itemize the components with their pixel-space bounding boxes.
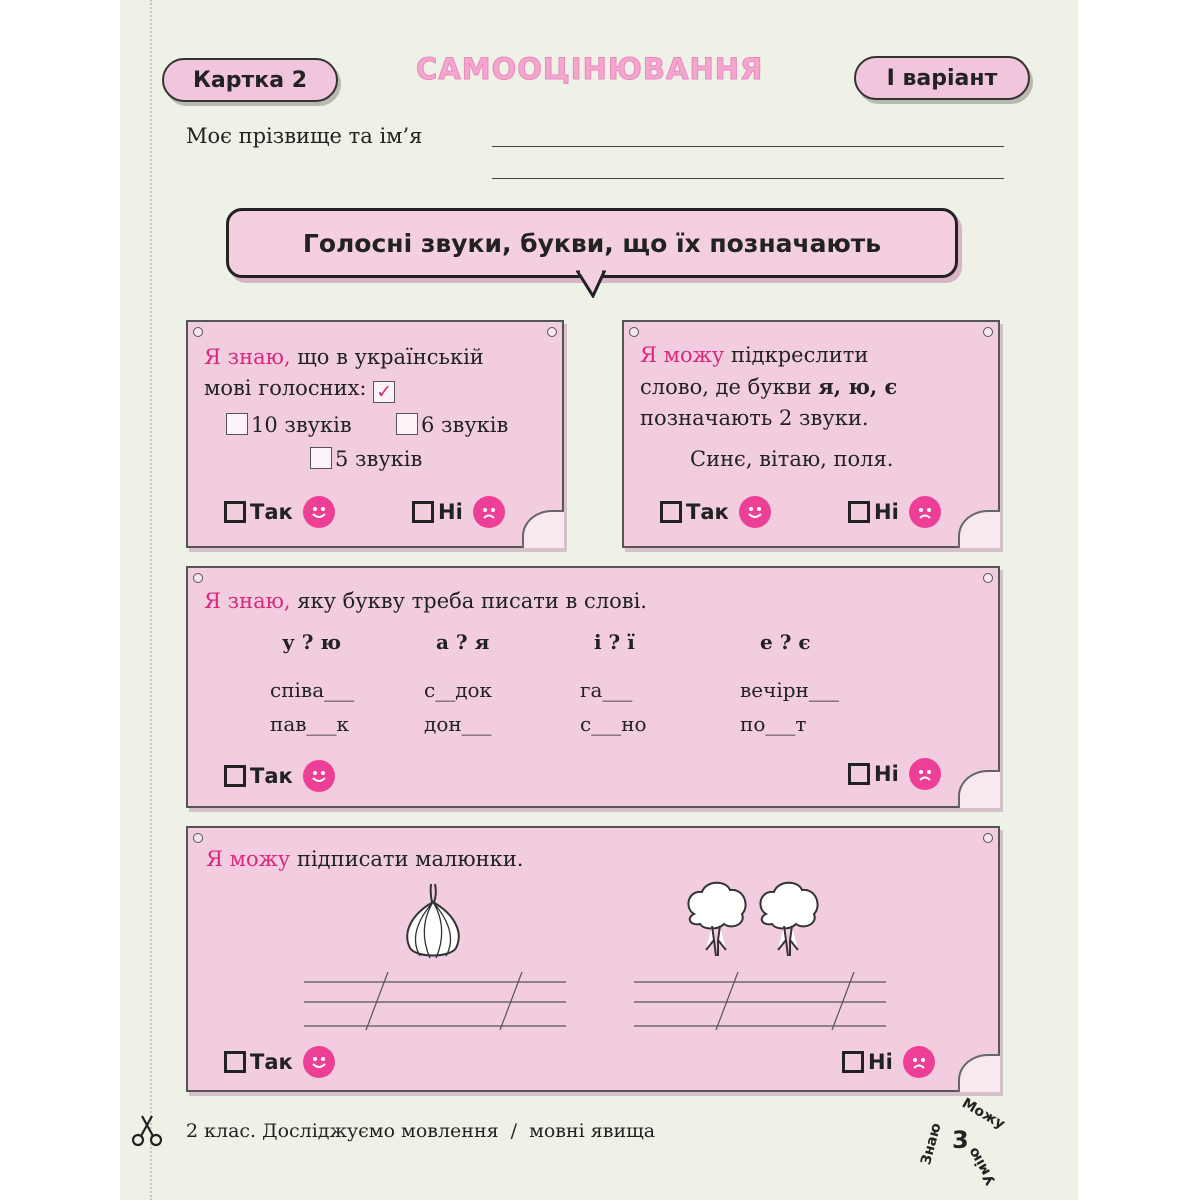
page-title: САМООЦІНЮВАННЯ bbox=[416, 52, 764, 86]
sad-face-icon bbox=[473, 496, 505, 528]
no-checkbox[interactable] bbox=[412, 501, 434, 523]
option-label: 10 звуків bbox=[251, 413, 352, 437]
pin-icon bbox=[629, 327, 639, 337]
card-which-letter bbox=[186, 566, 1000, 808]
page-number: 3 bbox=[952, 1126, 969, 1154]
no-label: Ні bbox=[874, 500, 899, 524]
card1-highlight: Я знаю, bbox=[204, 345, 291, 369]
footer-text bbox=[186, 1120, 655, 1142]
word-blank[interactable]: с___но bbox=[580, 712, 647, 736]
answer-checkbox[interactable]: ✓ bbox=[373, 381, 395, 403]
pin-icon bbox=[983, 327, 993, 337]
card2-highlight: Я можу bbox=[640, 343, 725, 367]
words-to-underline[interactable]: Синє, вітаю, поля. bbox=[690, 447, 894, 471]
yes-option[interactable] bbox=[224, 760, 335, 792]
page-curl bbox=[958, 770, 1000, 808]
card2-text bbox=[640, 340, 897, 434]
smile-icon bbox=[303, 760, 335, 792]
yes-label: Так bbox=[250, 500, 293, 524]
smile-icon bbox=[739, 496, 771, 528]
word-blank[interactable]: вечірн___ bbox=[740, 678, 839, 702]
word-blank[interactable]: с__док bbox=[424, 678, 493, 702]
no-option[interactable] bbox=[842, 1046, 935, 1078]
page-curl bbox=[958, 510, 1000, 548]
card3-text-after: яку букву треба писати в слові. bbox=[290, 589, 647, 613]
letter-pair: і ? ї bbox=[594, 630, 635, 654]
onion-picture bbox=[400, 880, 466, 964]
name-line-2[interactable] bbox=[492, 178, 1004, 179]
checkbox[interactable] bbox=[310, 447, 332, 469]
pin-icon bbox=[983, 573, 993, 583]
word-blank[interactable]: дон___ bbox=[424, 712, 492, 736]
badge-word-1: Можу bbox=[959, 1095, 1008, 1133]
yes-label: Так bbox=[686, 500, 729, 524]
pin-icon bbox=[193, 833, 203, 843]
card3-highlight: Я знаю, bbox=[204, 589, 291, 613]
word-blank[interactable]: га___ bbox=[580, 678, 633, 702]
pin-icon bbox=[193, 327, 203, 337]
checkbox[interactable] bbox=[226, 413, 248, 435]
card1-text bbox=[204, 342, 484, 404]
no-option[interactable] bbox=[848, 758, 941, 790]
yes-option[interactable] bbox=[224, 496, 335, 528]
page-curl bbox=[958, 1054, 1000, 1092]
pin-icon bbox=[547, 327, 557, 337]
no-checkbox[interactable] bbox=[848, 763, 870, 785]
no-option[interactable] bbox=[412, 496, 505, 528]
scissors-icon bbox=[130, 1114, 164, 1148]
card2-letters: я, ю, є bbox=[818, 374, 898, 399]
topic-bubble bbox=[226, 208, 958, 278]
yes-checkbox[interactable] bbox=[660, 501, 682, 523]
footer-book-subtitle: мовні явища bbox=[529, 1120, 656, 1142]
card3-text bbox=[204, 586, 647, 617]
footer-book-title: 2 клас. Досліджуємо мовлення bbox=[186, 1120, 499, 1142]
trees-picture bbox=[684, 878, 832, 964]
bubble-tail bbox=[576, 270, 606, 298]
card2-text-line2: слово, де букви bbox=[640, 375, 819, 399]
no-label: Ні bbox=[868, 1050, 893, 1074]
letter-pair: е ? є bbox=[760, 630, 811, 654]
variant-text: І варіант bbox=[886, 65, 998, 91]
pin-icon bbox=[193, 573, 203, 583]
sad-face-icon bbox=[909, 496, 941, 528]
page-curl bbox=[522, 510, 564, 548]
word-blank[interactable]: по___т bbox=[740, 712, 807, 736]
writing-lines-1[interactable] bbox=[304, 968, 566, 1034]
option-label: 5 звуків bbox=[335, 447, 423, 471]
no-label: Ні bbox=[874, 762, 899, 786]
card1-text-after: що в українській bbox=[290, 345, 484, 369]
no-checkbox[interactable] bbox=[848, 501, 870, 523]
yes-checkbox[interactable] bbox=[224, 765, 246, 787]
perforation-line bbox=[150, 0, 152, 1200]
pin-icon bbox=[983, 833, 993, 843]
yes-checkbox[interactable] bbox=[224, 501, 246, 523]
word-blank[interactable]: пав___к bbox=[270, 712, 350, 736]
letter-pair: у ? ю bbox=[282, 630, 341, 654]
card-number-text: Картка 2 bbox=[192, 67, 308, 93]
card-number-label bbox=[162, 58, 338, 102]
topic-text: Голосні звуки, букви, що їх позначають bbox=[302, 228, 882, 258]
footer-separator: / bbox=[510, 1120, 518, 1142]
letter-pair: а ? я bbox=[436, 630, 490, 654]
option-label: 6 звуків bbox=[421, 413, 509, 437]
card1-text-line2: мові голосних: bbox=[204, 376, 367, 400]
card4-text-after: підписати малюнки. bbox=[290, 847, 524, 871]
worksheet-page bbox=[120, 0, 1078, 1200]
option-10-sounds[interactable] bbox=[226, 410, 352, 441]
name-line-1[interactable] bbox=[492, 146, 1004, 147]
card2-text-line3: позначають 2 звуки. bbox=[640, 406, 869, 430]
card2-text-after: підкреслити bbox=[724, 343, 869, 367]
card-underline-word bbox=[622, 320, 1000, 548]
sad-face-icon bbox=[903, 1046, 935, 1078]
option-5-sounds[interactable] bbox=[310, 444, 422, 475]
variant-label bbox=[854, 56, 1030, 100]
card4-text bbox=[206, 844, 523, 875]
page-badge bbox=[914, 1096, 1010, 1192]
badge-word-2: Умію bbox=[965, 1144, 1000, 1188]
card-label-pictures bbox=[186, 826, 1000, 1092]
sad-face-icon bbox=[909, 758, 941, 790]
badge-word-3: Знаю bbox=[918, 1121, 945, 1167]
name-label: Моє прізвище та ім’я bbox=[186, 124, 423, 148]
no-checkbox[interactable] bbox=[842, 1051, 864, 1073]
checkbox[interactable] bbox=[396, 413, 418, 435]
writing-lines-2[interactable] bbox=[634, 968, 886, 1034]
yes-option[interactable] bbox=[224, 1046, 335, 1078]
card4-highlight: Я можу bbox=[206, 847, 291, 871]
yes-label: Так bbox=[250, 764, 293, 788]
no-label: Ні bbox=[438, 500, 463, 524]
smile-icon bbox=[303, 1046, 335, 1078]
yes-option[interactable] bbox=[660, 496, 771, 528]
card-vowel-count bbox=[186, 320, 564, 548]
no-option[interactable] bbox=[848, 496, 941, 528]
smile-icon bbox=[303, 496, 335, 528]
word-blank[interactable]: співа___ bbox=[270, 678, 355, 702]
yes-checkbox[interactable] bbox=[224, 1051, 246, 1073]
yes-label: Так bbox=[250, 1050, 293, 1074]
option-6-sounds[interactable] bbox=[396, 410, 508, 441]
